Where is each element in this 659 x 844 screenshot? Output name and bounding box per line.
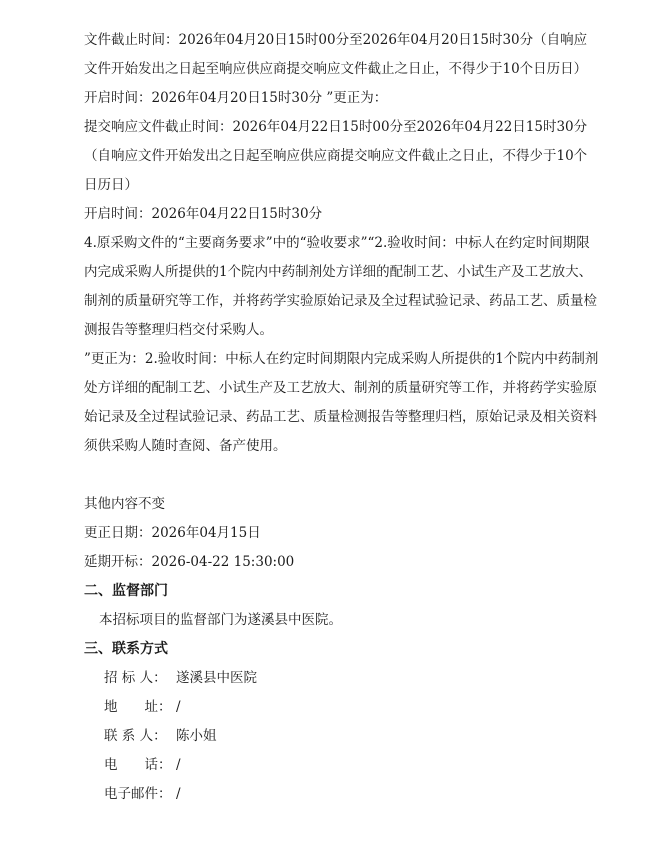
section-supervision-title: 二、监督部门 — [84, 583, 168, 599]
contact-value: / — [176, 786, 181, 802]
acceptance-requirement-corrected: ”更正为：2.验收时间：中标人在约定时间期限内完成采购人所提供的1个院内中药制剂处方详细的配制工艺、小试生产及工艺放大、制剂的质量研究等工作，并将药学实验原始记录及全过程试验记录、药品工艺、质量检测报告等整理归档，原始记录及相关资料须供采购人随时查阅、备产使用。 — [84, 351, 599, 454]
correction-date: 更正日期：2026年04月15日 — [84, 525, 261, 541]
deadline-paragraph: 文件截止时间：2026年04月20日15时00分至2026年04月20日15时30分（自响应文件开始发出之日起至响应供应商提交响应文件截止之日止，不得少于10个日历日） — [84, 32, 588, 77]
contact-row-contact-person — [104, 722, 599, 751]
other-content-unchanged: 其他内容不变 — [84, 496, 165, 512]
deadline-paragraph-corrected: 提交响应文件截止时间：2026年04月22日15时00分至2026年04月22日15时30分（自响应文件开始发出之日起至响应供应商提交响应文件截止之日止，不得少于10个日历日） — [84, 119, 588, 193]
contact-label: 招 标 人： — [104, 670, 167, 686]
contact-row-address — [104, 693, 599, 722]
opening-time-corrected: 开启时间：2026年04月22日15时30分 — [84, 206, 323, 222]
contact-label: 地 址： — [104, 699, 172, 715]
document-page — [84, 26, 599, 809]
extended-opening: 延期开标：2026-04-22 15:30:00 — [84, 554, 295, 570]
opening-time-original: 开启时间：2026年04月20日15时30分 ”更正为： — [84, 90, 388, 106]
contact-value: 陈小姐 — [176, 728, 217, 744]
contact-row-phone — [104, 751, 599, 780]
spacer — [84, 461, 599, 490]
contact-value: 遂溪县中医院 — [176, 670, 257, 686]
contact-list — [84, 664, 599, 809]
section-contact-title: 三、联系方式 — [84, 641, 168, 657]
contact-row-tenderer — [104, 664, 599, 693]
contact-value: / — [176, 757, 181, 773]
section-supervision-body: 本招标项目的监督部门为遂溪县中医院。 — [99, 612, 342, 628]
acceptance-requirement-original: 4.原采购文件的“主要商务要求”中的“验收要求”“2.验收时间：中标人在约定时间期限内完成采购人所提供的1个院内中药制剂处方详细的配制工艺、小试生产及工艺放大、制剂的质量研究等工作，并将药学实验原始记录及全过程试验记录、药品工艺、质量检测报告等整理归档交付采购人。 — [84, 235, 597, 338]
contact-label: 电 话： — [104, 757, 172, 773]
contact-label: 联 系 人： — [104, 728, 167, 744]
contact-label: 电子邮件： — [104, 786, 172, 802]
contact-value: / — [176, 699, 181, 715]
contact-row-email — [104, 780, 599, 809]
